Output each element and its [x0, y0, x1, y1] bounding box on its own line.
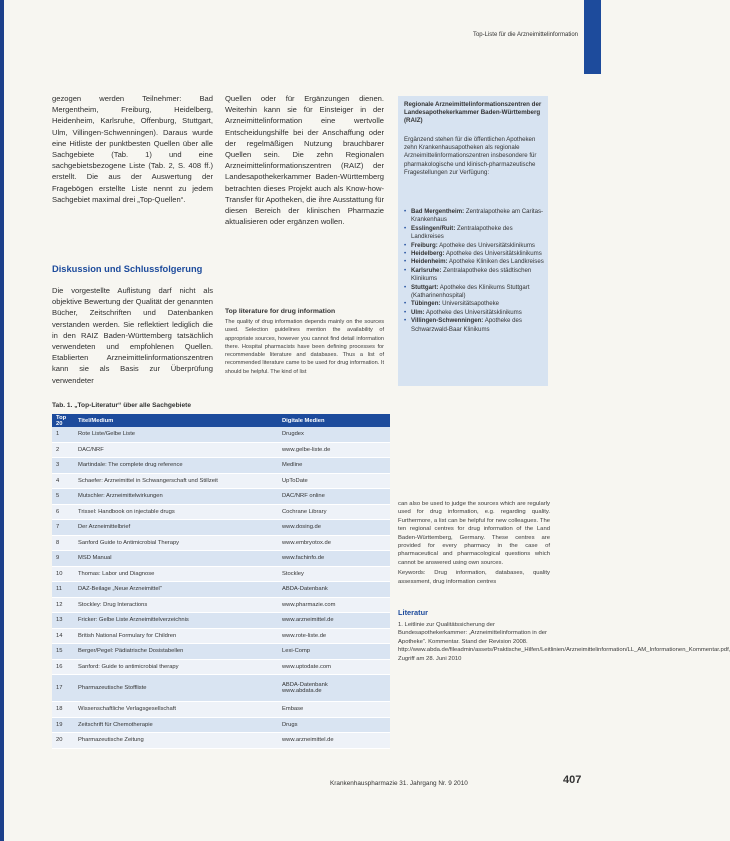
column-1-paragraph-2: Die vorgestellte Auflistung darf nicht als objektive Bewertung der Qualität der genannten Bücher, Zeitschriften und Datenbanken verstanden werden. Sie reflektiert lediglich die in den RAIZ Baden-Württemberg tatsächlich verwendeten und empfohlenen Quellen. Etablierten Arzneimittelinformationszentren kann sie als Basis zur Überprüfung verwendeter — [52, 286, 213, 385]
table-row: 18 Wissenschaftliche Verlagsgesellschaft Embase — [52, 702, 390, 718]
section-heading: Diskussion und Schlussfolgerung — [52, 264, 203, 274]
column-3-text: can also be used to judge the sources which are regularly used for drug information, e.g. regarding quality. Furthermore, a list can be helpful for new colleagues. The ten regional centres for drug information of the Land Baden-Württemberg, Germany. These centres are provided for every pharmacy in the case of pharmaceutical and pharmacological questions which cannot be answered using own sources. Keywords: Drug information, databases, quality assessment, drug information centres — [398, 501, 550, 585]
list-item: • Karlsruhe: Zentralapotheke des städtischen Klinikums — [404, 267, 544, 284]
table-row: 13 Fricker: Gelbe Liste Arzneimittelverzeichnis www.arzneimittel.de — [52, 613, 390, 629]
list-item: • Heidenheim: Apotheke Kliniken des Landkreises — [404, 258, 544, 266]
column-1-paragraph-1: gezogen werden Teilnehmer: Bad Mergentheim, Freiburg, Heidelberg, Heidenheim, Karlsruhe, Offenburg, Stuttgart, Ulm, Villingen-Schwenningen). Daraus wurde eine Hitliste der punktbesten Quellen über alle Sachgebiete (Tab. 1) und eine sachgebietsbezogene Liste (Tab. 2, S. 408 ff.) erstellt. Die aus der Auswertung der Fragebögen erstellte Liste nennt zu jedem Sachgebiet maximal drei „Top-Quellen“. — [52, 94, 213, 204]
table-row: 4 Schaefer: Arzneimittel in Schwangerschaft und Stillzeit UpToDate — [52, 473, 390, 489]
info-box-description: Ergänzend stehen für die öffentlichen Apotheken zehn Krankenhausapotheken als regionale Arzneimittelinformationszentren insbesondere für pharmakologische und klinisch-pharmazeutische Fragestellungen zur Verfügung: — [404, 136, 537, 176]
table-row: 12 Stockley: Drug Interactions www.pharmazie.com — [52, 597, 390, 613]
left-color-bar — [0, 0, 4, 841]
english-abstract: The quality of drug information depends mainly on the sources used. Selection guidelines mention the availability of appropriate sources, however you cannot find detail information there. Hospital pharmacists have been defining processes for recommendable literature and databases. Thus a list of recommended literature came to be used for drug information. It should be helpful. The kind of list — [225, 319, 384, 375]
literature-heading: Literatur — [398, 608, 428, 617]
table-row: 3 Martindale: The complete drug reference Medline — [52, 458, 390, 474]
page-number: 407 — [563, 774, 582, 786]
table-row: 11 DAZ-Beilage „Neue Arzneimittel“ ABDA-Datenbank — [52, 582, 390, 598]
header-tab — [584, 0, 601, 74]
running-title: Top-Liste für die Arzneimittelinformation — [472, 32, 578, 38]
info-box-title: Regionale Arzneimittelinformationszentren der Landesapothekerkammer Baden-Württemberg (RAIZ) — [404, 101, 542, 125]
table-header-row — [52, 414, 390, 427]
table-row: 1 Rote Liste/Gelbe Liste Drugdex — [52, 427, 390, 442]
table-row: 8 Sanford Guide to Antimicrobial Therapy www.embryotox.de — [52, 535, 390, 551]
column-header-digital: Digitale Medien — [278, 414, 390, 427]
table-row: 15 Berger/Pegel: Pädiatrische Dosistabellen Lexi-Comp — [52, 644, 390, 660]
column-header-title: Titel/Medium — [74, 414, 278, 427]
top-literature-table — [52, 414, 390, 749]
table-row: 9 MSD Manual www.fachinfo.de — [52, 551, 390, 567]
table-row: 20 Pharmazeutische Zeitung www.arzneimittel.de — [52, 733, 390, 749]
list-item: • Ulm: Apotheke des Universitätsklinikums — [404, 309, 544, 317]
list-item: • Heidelberg: Apotheke des Universitätsklinikums — [404, 250, 544, 258]
table-caption: Tab. 1. „Top-Literatur“ über alle Sachgebiete — [52, 402, 191, 409]
centers-list — [404, 208, 544, 334]
raiz-info-box — [398, 96, 548, 386]
literature-reference: 1. Leitlinie zur Qualitätssicherung der Bundesapothekerkammer: „Arzneimittelinformation in der Apotheke“. Kommentar. Stand der Revision 2008. http://www.abda.de/fileadmin/assets/Praktische_Hilfen/Leitlinien/Arzneimittelinformation/LL_AM_Informationen_Kommentar.pdf, Zugriff am 28. Juni 2010 — [398, 622, 730, 662]
list-item: • Villingen-Schwenningen: Apotheke des Schwarzwald-Baar Klinikums — [404, 317, 544, 334]
list-item: • Freiburg: Apotheke des Universitätsklinikums — [404, 242, 544, 250]
list-item: • Bad Mergentheim: Zentralapotheke am Caritas-Krankenhaus — [404, 208, 544, 225]
table-row: 19 Zeitschrift für Chemotherapie Drugs — [52, 717, 390, 733]
list-item: • Tübingen: Universitätsapotheke — [404, 300, 544, 308]
table-row: 7 Der Arzneimittelbrief www.dosing.de — [52, 520, 390, 536]
list-item: • Esslingen/Ruit: Zentralapotheke des Landkreises — [404, 225, 544, 242]
column-header-rank: Top 20 — [52, 414, 74, 427]
table-row: 2 DAC/NRF www.gelbe-liste.de — [52, 442, 390, 458]
table-row: 5 Mutschler: Arzneimittelwirkungen DAC/NRF online — [52, 489, 390, 505]
journal-footer: Krankenhauspharmazie 31. Jahrgang Nr. 9 2010 — [330, 780, 468, 787]
table-row: 6 Trissel: Handbook on injectable drugs Cochrane Library — [52, 504, 390, 520]
column-2-paragraph: Quellen oder für Ergänzungen dienen. Weiterhin kann sie für Einsteiger in der Arzneimittelinformation eine wertvolle Entscheidungshilfe bei der Anschaffung oder der regelmäßigen Nutzung brauchbarer Quellen sein. Die zehn Regionalen Arzneimittelinformationszentren (RAIZ) der Landesapothekerkammer Baden-Württemberg betrachten dieses Projekt auch als Know-how-Transfer für Apotheken, die ihre Ausstattung für diesen Bereich der klinischen Pharmazie aktualisieren oder ergänzen wollen. — [225, 94, 384, 227]
english-abstract-title: Top literature for drug information — [225, 308, 336, 315]
keywords: Keywords: Drug information, databases, quality assessment, drug information centres — [398, 570, 550, 585]
list-item: • Stuttgart: Apotheke des Klinikums Stuttgart (Katharinenhospital) — [404, 284, 544, 301]
table-row: 17 Pharmazeutische Stoffliste ABDA-Datenbank www.abdata.de — [52, 675, 390, 702]
table-row: 14 British National Formulary for Children www.rote-liste.de — [52, 628, 390, 644]
table-row: 10 Thomas: Labor und Diagnose Stockley — [52, 566, 390, 582]
table-row: 16 Sanford: Guide to antimicrobial therapy www.uptodate.com — [52, 659, 390, 675]
